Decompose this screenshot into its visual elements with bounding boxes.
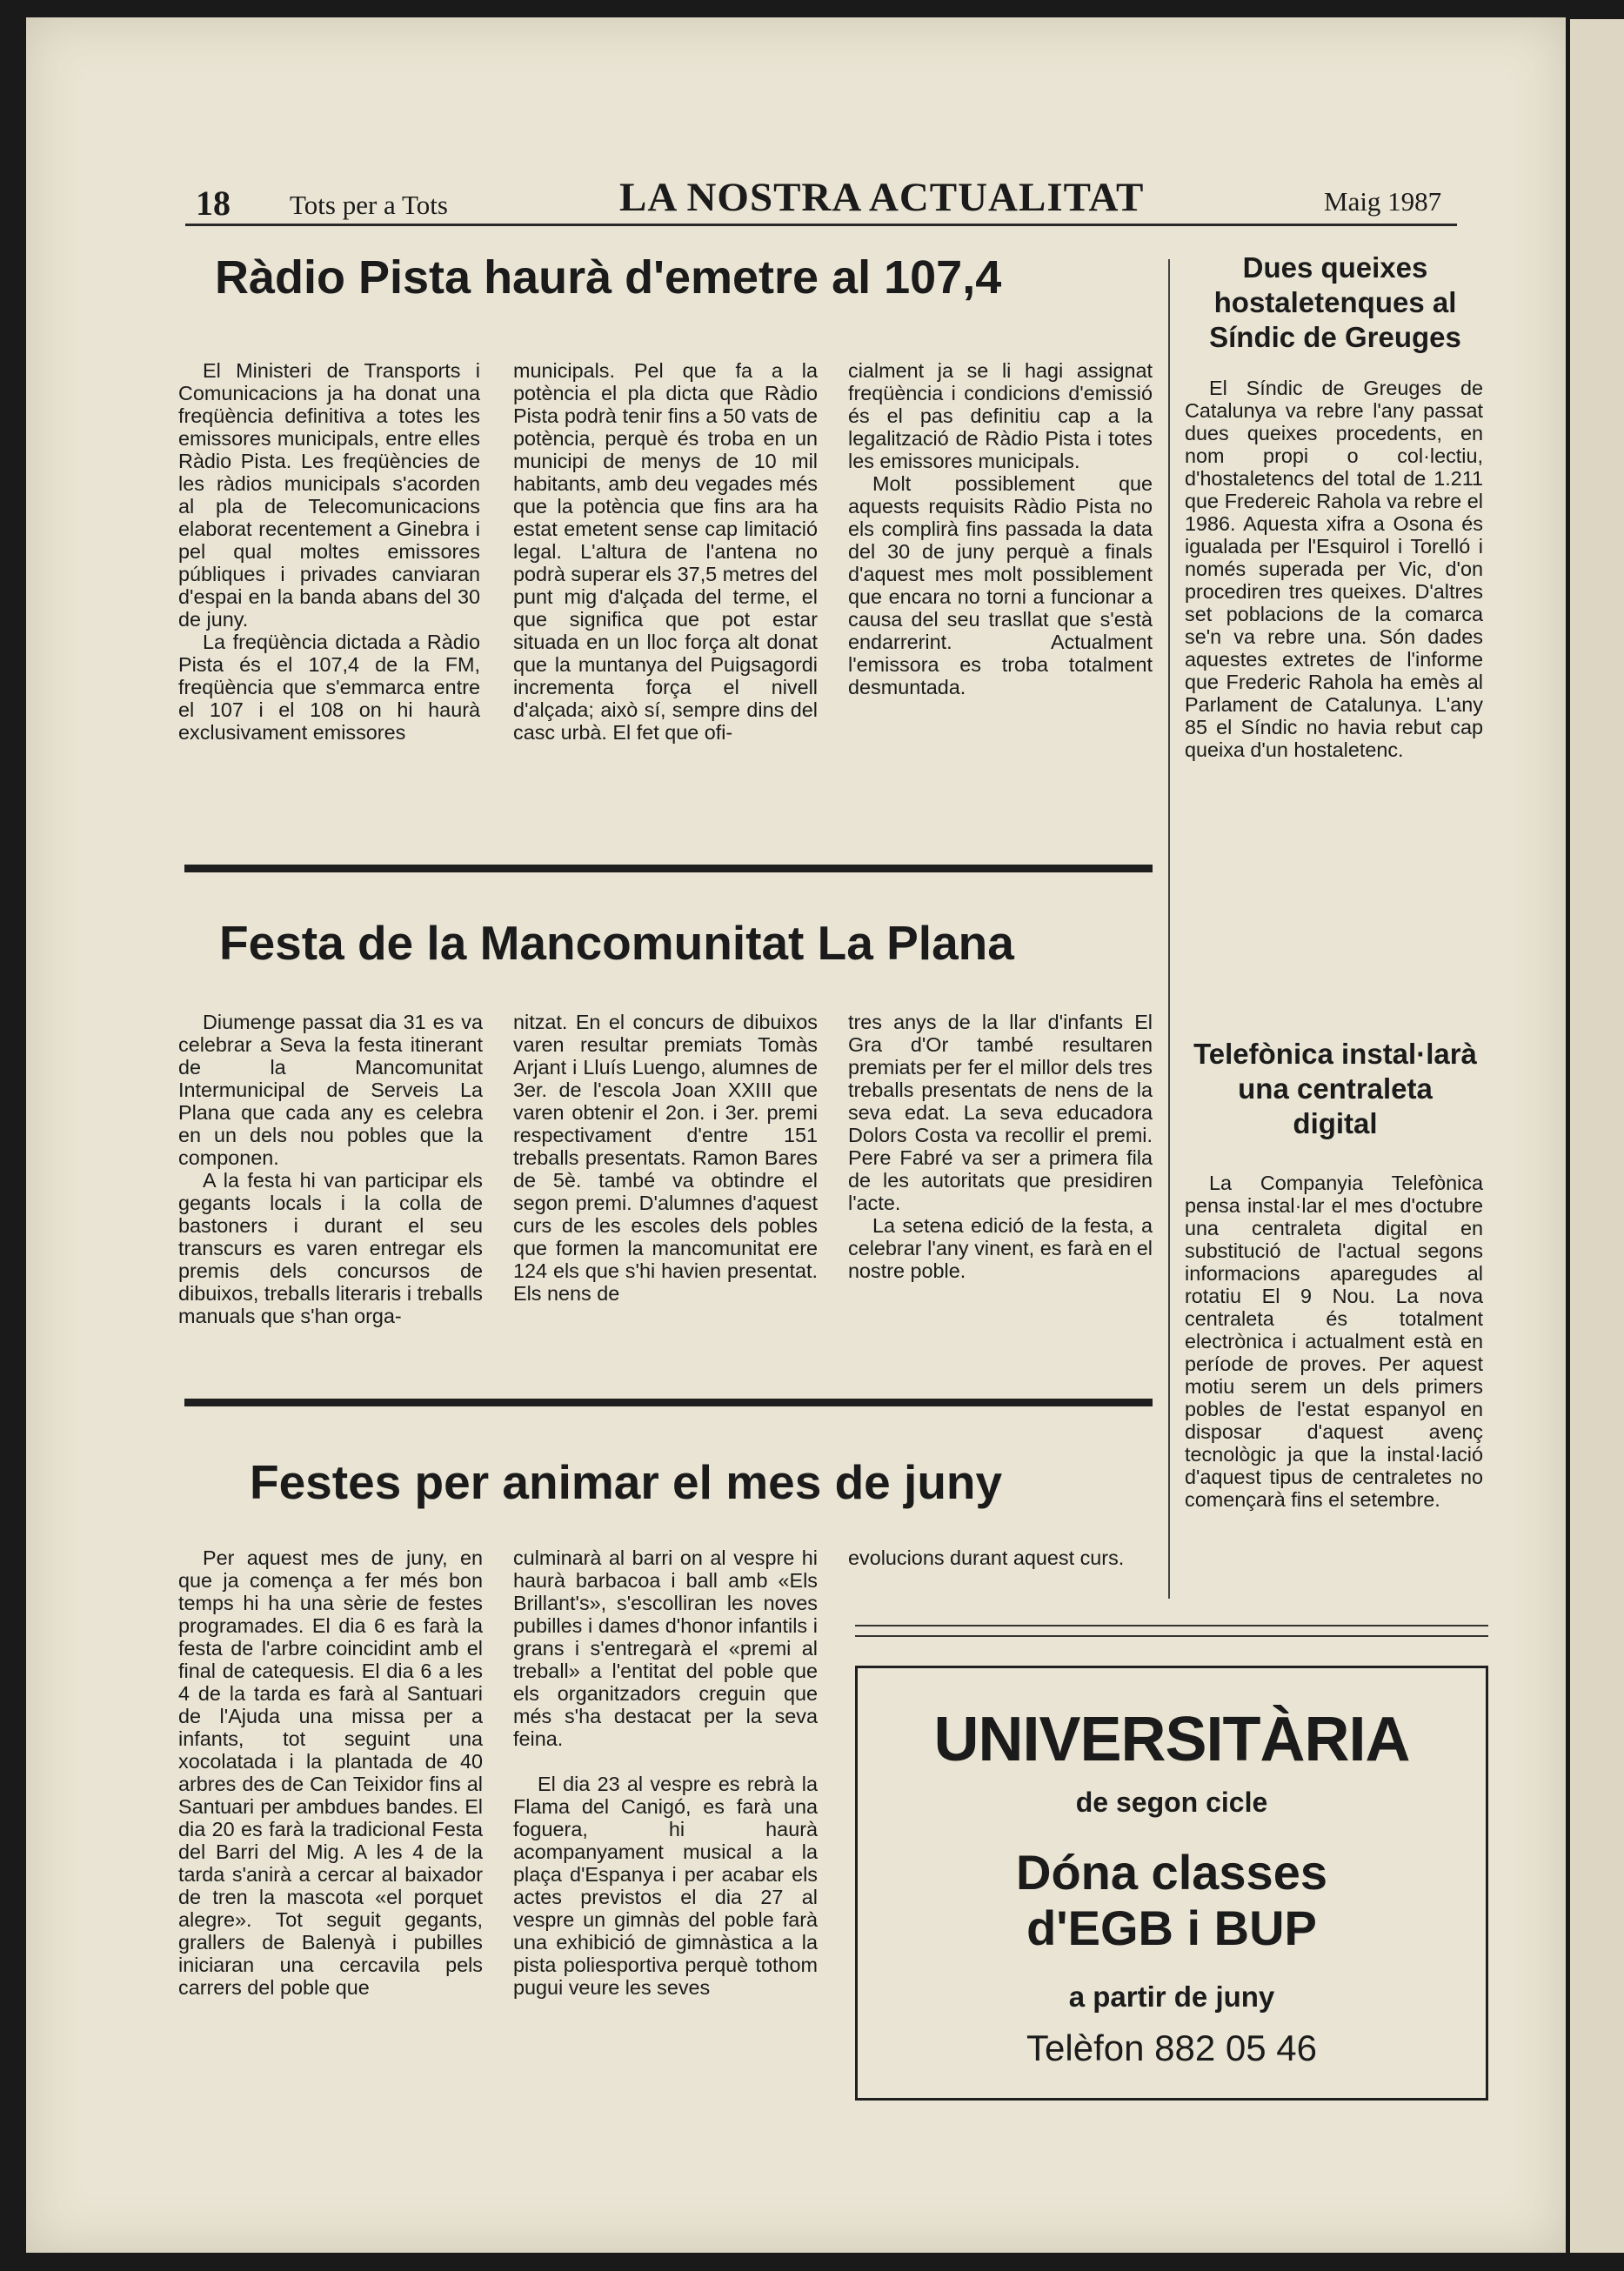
- page-number: 18: [196, 184, 231, 223]
- queixes-body: [1185, 377, 1483, 761]
- headline-radio-pista: Ràdio Pista haurà d'emetre al 107,4: [215, 251, 1002, 304]
- ad-subtitle: de segon cicle: [1075, 1787, 1268, 1818]
- paragraph: El dia 23 al vespre es rebrà la Flama del Canigó, es farà una foguera, hi haurà acompanyament musical a la plaça d'Espanya i per acabar els actes previstos el dia 27 al vespre un gimnàs del poble farà una exhibició de gimnàstica a la pista poliesportiva perquè tothom pugui veure les seves: [513, 1773, 818, 1999]
- festa-column-3: [848, 1011, 1153, 1282]
- ad-line-1: Dóna classes: [1016, 1845, 1327, 1900]
- paragraph: tres anys de la llar d'infants El Gra d'Or també resultaren premiats per fer el millor dels tres treballs presentats de nens de la seva edat. La seva educadora Dolors Costa va recollir el premi. Pere Fabré va ser a primera fila de les autoritats que presidiren l'acte.: [848, 1011, 1153, 1214]
- juny-column-1: [178, 1546, 483, 1999]
- section-rule: [184, 1399, 1153, 1406]
- paragraph: La Companyia Telefònica pensa instal·lar el mes d'octubre una centraleta digital en substitució de l'actual segons informacions aparegudes al rotatiu El 9 Nou. La nova centraleta és totalment electrònica i actualment està en període de proves. Per aquest motiu serem un dels primers pobles de l'estat espanyol en disposar d'aquest avenç tecnològic ja que la instal·lació d'aquest tipus de centraletes no començarà fins el setembre.: [1185, 1172, 1483, 1511]
- section-name: Tots per a Tots: [290, 190, 448, 220]
- radio-column-3: [848, 359, 1153, 698]
- headline-telefonica: Telefònica instal·larà una centraleta digital: [1193, 1038, 1477, 1139]
- headline-queixes: Dues queixes hostaletenques al Síndic de Greuges: [1209, 251, 1461, 353]
- ad-start-date: a partir de juny: [1068, 1980, 1275, 2013]
- juny-column-3: [848, 1546, 1153, 1569]
- paragraph: nitzat. En el concurs de dibuixos varen resultar premiats Tomàs Arjant i Lluís Luengo, alumnes de 3er. de l'escola Joan XXIII que varen obtenir el 2on. i 3er. premi respectivament d'entre 151 treballs presentats. Ramon Bares de 5è. també va obtindre el segon premi. D'alumnes d'aquest curs de les escoles dels pobles que formen la mancomunitat ere 124 els que s'hi havien presentat. Els nens de: [513, 1011, 818, 1305]
- ad-top-rule: [855, 1635, 1488, 1637]
- ad-top-rule: [855, 1625, 1488, 1626]
- masthead-title: LA NOSTRA ACTUALITAT: [619, 175, 1145, 220]
- ad-line-2: d'EGB i BUP: [1026, 1900, 1317, 1955]
- festa-column-1: [178, 1011, 483, 1327]
- paragraph: La setena edició de la festa, a celebrar l'any vinent, es farà en el nostre poble.: [848, 1214, 1153, 1282]
- festa-column-2: [513, 1011, 818, 1305]
- paragraph: municipals. Pel que fa a la potència el pla dicta que Ràdio Pista podrà tenir fins a 50 vats de potència, perquè és troba en un municipi de menys de 10 mil habitants, amb deu vegades més que la potència que fins ara ha estat emetent sense cap limitació legal. L'altura de l'antena no podrà superar els 37,5 metres del punt mig d'alçada del terme, el que significa que pot estar situada en un lloc força alt donat que la muntanya del Puigsagordi incrementa força el nivell d'alçada; això sí, sempre dins del casc urbà. El fet que ofi-: [513, 359, 818, 744]
- advertisement-box: [855, 1666, 1488, 2101]
- next-page-edge: [1570, 19, 1624, 2253]
- paragraph: El Síndic de Greuges de Catalunya va rebre l'any passat dues queixes procedents, en nom propi o col·lectiu, d'hostaletencs del total de 1.211 que Fredereic Rahola va rebre el 1986. Aquesta xifra a Osona és igualada per l'Esquirol i Torelló i només superada per Vic, d'on procediren tres queixes. D'altres set poblacions de la comarca se'n va rebre una. Són dades aquestes extretes de l'informe que Frederic Rahola ha emès al Parlament de Catalunya. L'any 85 el Síndic no havia rebut cap queixa d'un hostaletenc.: [1185, 377, 1483, 761]
- paragraph: A la festa hi van participar els gegants locals i la colla de bastoners i durant el seu transcurs es varen entregar els premis dels concursos de dibuixos, treballs literaris i treballs manuals que s'han orga-: [178, 1169, 483, 1327]
- header-rule: [185, 224, 1457, 226]
- radio-column-2: [513, 359, 818, 744]
- juny-column-2: [513, 1546, 818, 1999]
- headline-festes-juny: Festes per animar el mes de juny: [250, 1455, 1003, 1509]
- issue-date: Maig 1987: [1324, 186, 1442, 217]
- headline-festa-mancomunitat: Festa de la Mancomunitat La Plana: [219, 916, 1014, 970]
- paragraph: El Ministeri de Transports i Comunicacions ja ha donat una freqüència definitiva a totes les emissores municipals, entre elles Ràdio Pista. Les freqüències de les ràdios municipals s'acorden al pla de Telecomunicacions elaborat recentement a Ginebra i pel qual moltes emissores públiques i privades canviaran d'espai en la banda abans del 30 de juny.: [178, 359, 480, 631]
- paragraph: La freqüència dictada a Ràdio Pista és el 107,4 de la FM, freqüència que s'emmarca entre el 107 i el 108 on hi haurà exclusivament emissores: [178, 631, 480, 744]
- paragraph: cialment ja se li hagi assignat freqüència i condicions d'emissió és el pas definitiu cap a la legalització de Ràdio Pista i totes les emissores municipals.: [848, 359, 1153, 472]
- radio-column-1: [178, 359, 480, 744]
- paragraph: culminarà al barri on al vespre hi haurà barbacoa i ball amb «Els Brillant's», s'escolliran les noves pubilles i dames d'honor infantils i grans i s'entregarà el «premi al treball» a l'entitat del poble que els organitzadors creguin que més s'ha destacat per la seva feina.: [513, 1546, 818, 1750]
- ad-title: UNIVERSITÀRIA: [933, 1705, 1410, 1774]
- paragraph: Diumenge passat dia 31 es va celebrar a Seva la festa itinerant de la Mancomunitat Intermunicipal de Serveis La Plana que cada any es celebra en un dels nou pobles que la componen.: [178, 1011, 483, 1169]
- telefonica-body: [1185, 1172, 1483, 1511]
- column-separator: [1168, 259, 1170, 1599]
- paragraph: Per aquest mes de juny, en que ja comença a fer més bon temps hi ha una sèrie de festes programades. El dia 6 es farà la festa de l'arbre coincidint amb el final de catequesis. El dia 6 a les 4 de la tarda es farà al Santuari de l'Ajuda una missa per a infants, tot seguint una xocolatada i la plantada de 40 arbres des de Can Teixidor fins al Santuari per ambdues bandes. El dia 20 es farà la tradicional Festa del Barri del Mig. A les 4 de la tarda s'anirà a cercar al baixador de tren la mascota «el porquet alegre». Tot seguit gegants, grallers de Balenyà i pubilles iniciaran una cercavila pels carrers del poble que: [178, 1546, 483, 1999]
- paragraph: evolucions durant aquest curs.: [848, 1546, 1125, 1569]
- section-rule: [184, 865, 1153, 872]
- paragraph: Molt possiblement que aquests requisits Ràdio Pista no els complirà fins passada la data del 30 de juny perquè a finals d'aquest mes molt possiblement que encara no torni a funcionar a causa del seu trasllat que s'està endarrerint. Actualment l'emissora es troba totalment desmuntada.: [848, 472, 1153, 698]
- ad-phone: Telèfon 882 05 46: [1026, 2027, 1317, 2068]
